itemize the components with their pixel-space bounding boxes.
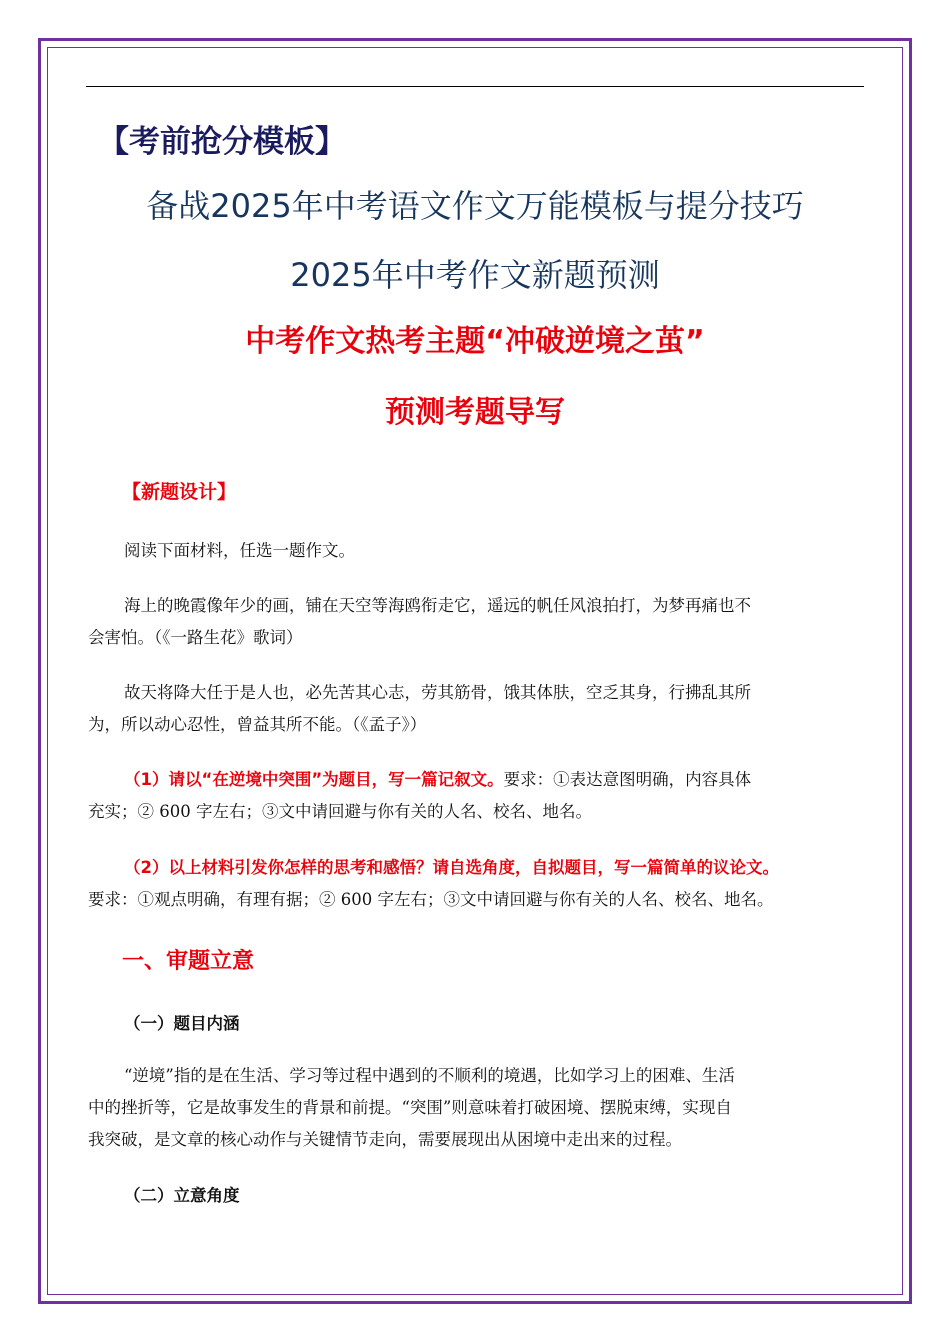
meaning-line-3: 我突破，是文章的核心动作与关键情节走向，需要展现出从困境中走出来的过程。 [88,1130,682,1149]
topic-subtitle: 预测考题导写 [385,395,565,430]
mencius-line-1: 故天将降大任于是人也，必先苦其心志，劳其筋骨，饿其体肤，空乏其身，行拂乱其所 [124,683,751,702]
lyric-line-2: 会害怕。（《一路生花》歌词） [88,628,303,647]
exam-badge: 【考前抢分模板】 [98,124,346,160]
paragraph-song-lyric [88,590,864,654]
header-rule [86,86,864,87]
subheading-angle: （二）立意角度 [124,1186,240,1205]
task-1-requirements: 要求：①表达意图明确，内容具体 [503,770,752,789]
section-heading-analysis: 一、审题立意 [122,949,255,974]
paragraph-mencius [88,677,864,741]
meaning-line-1: “逆境”指的是在生活、学习等过程中遇到的不顺利的境遇，比如学习上的困难、生活 [124,1066,735,1085]
section-label-new-design: 【新题设计】 [122,481,237,503]
subheading-topic-meaning: （一）题目内涵 [124,1014,240,1033]
paragraph-topic-meaning [88,1060,864,1156]
paragraph-instruction [88,535,864,567]
instruction-text: 阅读下面材料，任选一题作文。 [124,541,355,560]
task-1-prompt: （1）请以“在逆境中突围”为题目，写一篇记叙文。 [124,770,504,789]
task-2-requirements: 要求：①观点明确，有理有据；② 600 字左右；③文中请回避与你有关的人名、校名、地名。 [88,890,774,909]
meaning-line-2: 中的挫折等，它是故事发生的背景和前提。“突围”则意味着打破困境、摆脱束缚，实现自 [88,1098,732,1117]
doc-title: 备战2025年中考语文作文万能模板与提分技巧 [146,187,804,225]
topic-title: 中考作文热考主题“冲破逆境之茧” [245,324,705,359]
doc-subtitle: 2025年中考作文新题预测 [290,256,660,294]
mencius-line-2: 为，所以动心忍性，曾益其所不能。（《孟子》） [88,715,427,734]
paragraph-task-2 [88,852,864,916]
task-2-prompt: （2）以上材料引发你怎样的思考和感悟？请自选角度，自拟题目，写一篇简单的议论文。 [124,858,779,877]
paragraph-task-1 [88,764,864,828]
task-1-line-2: 充实；② 600 字左右；③文中请回避与你有关的人名、校名、地名。 [88,802,592,821]
lyric-line-1: 海上的晚霞像年少的画，铺在天空等海鸥衔走它，遥远的帆任风浪拍打，为梦再痛也不 [124,596,751,615]
